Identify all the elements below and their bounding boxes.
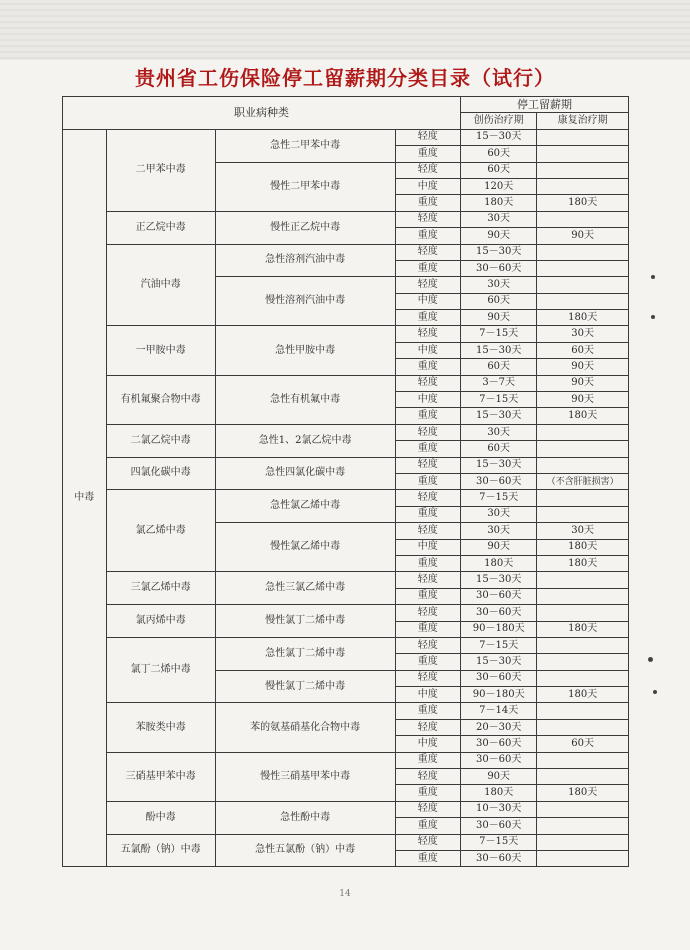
subtype-cell: 慢性氯丁二烯中毒 bbox=[215, 670, 395, 703]
header-rehab: 康复治疗期 bbox=[537, 113, 629, 129]
treatment-cell: 7－15天 bbox=[461, 326, 537, 342]
treatment-cell: 3－7天 bbox=[461, 375, 537, 391]
severity-cell: 中度 bbox=[395, 293, 460, 309]
severity-cell: 重度 bbox=[395, 359, 460, 375]
subtype-cell: 急性四氯化碳中毒 bbox=[215, 457, 395, 490]
severity-cell: 轻度 bbox=[395, 211, 460, 227]
page-number: 14 bbox=[339, 889, 351, 899]
severity-cell: 轻度 bbox=[395, 769, 460, 785]
treatment-cell: 15－30天 bbox=[461, 457, 537, 473]
rehab-cell bbox=[537, 162, 629, 178]
subtype-cell: 急性酚中毒 bbox=[215, 801, 395, 834]
header-row bbox=[63, 97, 629, 113]
disease-cell: 三氯乙烯中毒 bbox=[106, 572, 215, 605]
severity-cell: 重度 bbox=[395, 555, 460, 571]
rehab-cell: 90天 bbox=[537, 375, 629, 391]
rehab-cell: 180天 bbox=[537, 408, 629, 424]
severity-cell: 重度 bbox=[395, 195, 460, 211]
rehab-cell bbox=[537, 457, 629, 473]
severity-cell: 轻度 bbox=[395, 129, 460, 145]
severity-cell: 轻度 bbox=[395, 277, 460, 293]
disease-cell: 氯丁二烯中毒 bbox=[106, 637, 215, 703]
rehab-cell bbox=[537, 818, 629, 834]
severity-cell: 重度 bbox=[395, 473, 460, 489]
disease-cell: 二氯乙烷中毒 bbox=[106, 424, 215, 457]
severity-cell: 轻度 bbox=[395, 244, 460, 260]
severity-cell: 轻度 bbox=[395, 637, 460, 653]
severity-cell: 重度 bbox=[395, 654, 460, 670]
severity-cell: 轻度 bbox=[395, 801, 460, 817]
severity-cell: 轻度 bbox=[395, 162, 460, 178]
rehab-cell: 180天 bbox=[537, 539, 629, 555]
disease-cell: 苯胺类中毒 bbox=[106, 703, 215, 752]
treatment-cell: 30天 bbox=[461, 277, 537, 293]
disease-cell: 四氯化碳中毒 bbox=[106, 457, 215, 490]
subtype-cell: 急性二甲苯中毒 bbox=[215, 129, 395, 162]
subtype-cell: 急性氯丁二烯中毒 bbox=[215, 637, 395, 670]
rehab-cell bbox=[537, 654, 629, 670]
rehab-cell: 60天 bbox=[537, 342, 629, 358]
severity-cell: 重度 bbox=[395, 818, 460, 834]
rehab-cell bbox=[537, 637, 629, 653]
disease-cell: 氯乙烯中毒 bbox=[106, 490, 215, 572]
severity-cell: 重度 bbox=[395, 260, 460, 276]
treatment-cell: 60天 bbox=[461, 441, 537, 457]
treatment-cell: 30－60天 bbox=[461, 818, 537, 834]
rehab-cell bbox=[537, 146, 629, 162]
subtype-cell: 急性甲胺中毒 bbox=[215, 326, 395, 375]
rehab-cell bbox=[537, 801, 629, 817]
rehab-cell: 180天 bbox=[537, 621, 629, 637]
severity-cell: 重度 bbox=[395, 506, 460, 522]
disease-cell: 汽油中毒 bbox=[106, 244, 215, 326]
rehab-cell bbox=[537, 211, 629, 227]
treatment-cell: 15－30天 bbox=[461, 572, 537, 588]
severity-cell: 轻度 bbox=[395, 670, 460, 686]
treatment-cell: 180天 bbox=[461, 195, 537, 211]
disease-cell: 酚中毒 bbox=[106, 801, 215, 834]
treatment-cell: 60天 bbox=[461, 146, 537, 162]
subtype-cell: 慢性氯乙烯中毒 bbox=[215, 523, 395, 572]
disease-cell: 氯丙烯中毒 bbox=[106, 605, 215, 638]
scan-speck bbox=[651, 275, 655, 279]
treatment-cell: 90天 bbox=[461, 310, 537, 326]
subtype-cell: 急性五氯酚（钠）中毒 bbox=[215, 834, 395, 867]
rehab-cell: 90天 bbox=[537, 392, 629, 408]
subtype-cell: 急性氯乙烯中毒 bbox=[215, 490, 395, 523]
treatment-cell: 60天 bbox=[461, 162, 537, 178]
severity-cell: 重度 bbox=[395, 310, 460, 326]
subtype-cell: 急性溶剂汽油中毒 bbox=[215, 244, 395, 277]
disease-cell: 五氯酚（钠）中毒 bbox=[106, 834, 215, 867]
treatment-cell: 7－14天 bbox=[461, 703, 537, 719]
severity-cell: 轻度 bbox=[395, 457, 460, 473]
treatment-cell: 90天 bbox=[461, 769, 537, 785]
header-treatment: 创伤治疗期 bbox=[461, 113, 537, 129]
treatment-cell: 30天 bbox=[461, 506, 537, 522]
rehab-cell: 180天 bbox=[537, 555, 629, 571]
treatment-cell: 60天 bbox=[461, 359, 537, 375]
subtype-cell: 急性1、2氯乙烷中毒 bbox=[215, 424, 395, 457]
rehab-cell: 90天 bbox=[537, 228, 629, 244]
scan-speck bbox=[648, 657, 653, 662]
severity-cell: 轻度 bbox=[395, 834, 460, 850]
treatment-cell: 120天 bbox=[461, 178, 537, 194]
severity-cell: 重度 bbox=[395, 588, 460, 604]
treatment-cell: 15－30天 bbox=[461, 342, 537, 358]
severity-cell: 重度 bbox=[395, 850, 460, 866]
severity-cell: 重度 bbox=[395, 408, 460, 424]
treatment-cell: 30－60天 bbox=[461, 473, 537, 489]
rehab-cell bbox=[537, 277, 629, 293]
treatment-cell: 60天 bbox=[461, 293, 537, 309]
subtype-cell: 慢性溶剂汽油中毒 bbox=[215, 277, 395, 326]
table-row bbox=[63, 129, 629, 145]
rehab-cell bbox=[537, 129, 629, 145]
rehab-cell: 90天 bbox=[537, 359, 629, 375]
rehab-cell: 30天 bbox=[537, 523, 629, 539]
treatment-cell: 30－60天 bbox=[461, 260, 537, 276]
rehab-cell: 180天 bbox=[537, 310, 629, 326]
treatment-cell: 180天 bbox=[461, 785, 537, 801]
table-row bbox=[63, 375, 629, 391]
rehab-cell bbox=[537, 752, 629, 768]
rehab-cell: 60天 bbox=[537, 736, 629, 752]
rehab-cell bbox=[537, 703, 629, 719]
disease-cell: 一甲胺中毒 bbox=[106, 326, 215, 375]
subtype-cell: 急性有机氟中毒 bbox=[215, 375, 395, 424]
rehab-cell: （不含肝脏损害） bbox=[537, 473, 629, 489]
severity-cell: 中度 bbox=[395, 392, 460, 408]
rehab-cell bbox=[537, 605, 629, 621]
rehab-cell bbox=[537, 506, 629, 522]
severity-cell: 轻度 bbox=[395, 326, 460, 342]
table-row bbox=[63, 457, 629, 473]
severity-cell: 重度 bbox=[395, 752, 460, 768]
severity-cell: 中度 bbox=[395, 342, 460, 358]
table-row bbox=[63, 211, 629, 227]
treatment-cell: 15－30天 bbox=[461, 244, 537, 260]
table-row bbox=[63, 424, 629, 440]
scan-speck bbox=[653, 690, 657, 694]
treatment-cell: 15－30天 bbox=[461, 129, 537, 145]
rehab-cell: 30天 bbox=[537, 326, 629, 342]
header-leave-period: 停工留薪期 bbox=[461, 97, 629, 113]
rehab-cell bbox=[537, 424, 629, 440]
severity-cell: 重度 bbox=[395, 621, 460, 637]
treatment-cell: 7－15天 bbox=[461, 637, 537, 653]
treatment-cell: 30－60天 bbox=[461, 736, 537, 752]
rehab-cell: 180天 bbox=[537, 785, 629, 801]
rehab-cell: 180天 bbox=[537, 687, 629, 703]
rehab-cell bbox=[537, 441, 629, 457]
treatment-cell: 90－180天 bbox=[461, 621, 537, 637]
table-row bbox=[63, 703, 629, 719]
treatment-cell: 30天 bbox=[461, 523, 537, 539]
treatment-cell: 7－15天 bbox=[461, 490, 537, 506]
treatment-cell: 15－30天 bbox=[461, 408, 537, 424]
severity-cell: 重度 bbox=[395, 703, 460, 719]
severity-cell: 轻度 bbox=[395, 605, 460, 621]
header-disease-type: 职业病种类 bbox=[63, 97, 461, 130]
scan-noise-band bbox=[0, 0, 690, 60]
rehab-cell bbox=[537, 260, 629, 276]
rehab-cell bbox=[537, 293, 629, 309]
treatment-cell: 30－60天 bbox=[461, 850, 537, 866]
leave-period-table bbox=[62, 96, 629, 867]
treatment-cell: 10－30天 bbox=[461, 801, 537, 817]
severity-cell: 中度 bbox=[395, 178, 460, 194]
rehab-cell bbox=[537, 834, 629, 850]
rehab-cell bbox=[537, 719, 629, 735]
subtype-cell: 苯的氨基硝基化合物中毒 bbox=[215, 703, 395, 752]
treatment-cell: 30天 bbox=[461, 211, 537, 227]
treatment-cell: 30－60天 bbox=[461, 670, 537, 686]
severity-cell: 重度 bbox=[395, 146, 460, 162]
severity-cell: 中度 bbox=[395, 687, 460, 703]
treatment-cell: 30－60天 bbox=[461, 588, 537, 604]
treatment-cell: 180天 bbox=[461, 555, 537, 571]
subtype-cell: 慢性二甲苯中毒 bbox=[215, 162, 395, 211]
treatment-cell: 7－15天 bbox=[461, 392, 537, 408]
table-row bbox=[63, 572, 629, 588]
treatment-cell: 30天 bbox=[461, 424, 537, 440]
rehab-cell bbox=[537, 244, 629, 260]
treatment-cell: 7－15天 bbox=[461, 834, 537, 850]
rehab-cell bbox=[537, 490, 629, 506]
table-row bbox=[63, 244, 629, 260]
severity-cell: 轻度 bbox=[395, 375, 460, 391]
disease-cell: 有机氟聚合物中毒 bbox=[106, 375, 215, 424]
subtype-cell: 慢性氯丁二烯中毒 bbox=[215, 605, 395, 638]
severity-cell: 重度 bbox=[395, 785, 460, 801]
treatment-cell: 20－30天 bbox=[461, 719, 537, 735]
subtype-cell: 慢性正乙烷中毒 bbox=[215, 211, 395, 244]
rehab-cell bbox=[537, 572, 629, 588]
table-row bbox=[63, 637, 629, 653]
page-title: 贵州省工伤保险停工留薪期分类目录（试行） bbox=[135, 66, 555, 90]
rehab-cell bbox=[537, 769, 629, 785]
severity-cell: 中度 bbox=[395, 539, 460, 555]
severity-cell: 轻度 bbox=[395, 424, 460, 440]
treatment-cell: 90天 bbox=[461, 228, 537, 244]
table-row bbox=[63, 801, 629, 817]
severity-cell: 轻度 bbox=[395, 719, 460, 735]
severity-cell: 轻度 bbox=[395, 523, 460, 539]
severity-cell: 轻度 bbox=[395, 572, 460, 588]
table-row bbox=[63, 752, 629, 768]
category-cell: 中毒 bbox=[63, 129, 107, 867]
severity-cell: 重度 bbox=[395, 441, 460, 457]
rehab-cell bbox=[537, 670, 629, 686]
treatment-cell: 90－180天 bbox=[461, 687, 537, 703]
treatment-cell: 90天 bbox=[461, 539, 537, 555]
subtype-cell: 急性三氯乙烯中毒 bbox=[215, 572, 395, 605]
table-row bbox=[63, 326, 629, 342]
severity-cell: 轻度 bbox=[395, 490, 460, 506]
rehab-cell bbox=[537, 850, 629, 866]
table-row bbox=[63, 605, 629, 621]
table-row bbox=[63, 834, 629, 850]
treatment-cell: 30－60天 bbox=[461, 752, 537, 768]
disease-cell: 三硝基甲苯中毒 bbox=[106, 752, 215, 801]
severity-cell: 中度 bbox=[395, 736, 460, 752]
rehab-cell bbox=[537, 588, 629, 604]
rehab-cell bbox=[537, 178, 629, 194]
severity-cell: 重度 bbox=[395, 228, 460, 244]
treatment-cell: 15－30天 bbox=[461, 654, 537, 670]
table-row bbox=[63, 490, 629, 506]
scan-speck bbox=[651, 315, 655, 319]
subtype-cell: 慢性三硝基甲苯中毒 bbox=[215, 752, 395, 801]
rehab-cell: 180天 bbox=[537, 195, 629, 211]
disease-cell: 正乙烷中毒 bbox=[106, 211, 215, 244]
treatment-cell: 30－60天 bbox=[461, 605, 537, 621]
disease-cell: 二甲苯中毒 bbox=[106, 129, 215, 211]
